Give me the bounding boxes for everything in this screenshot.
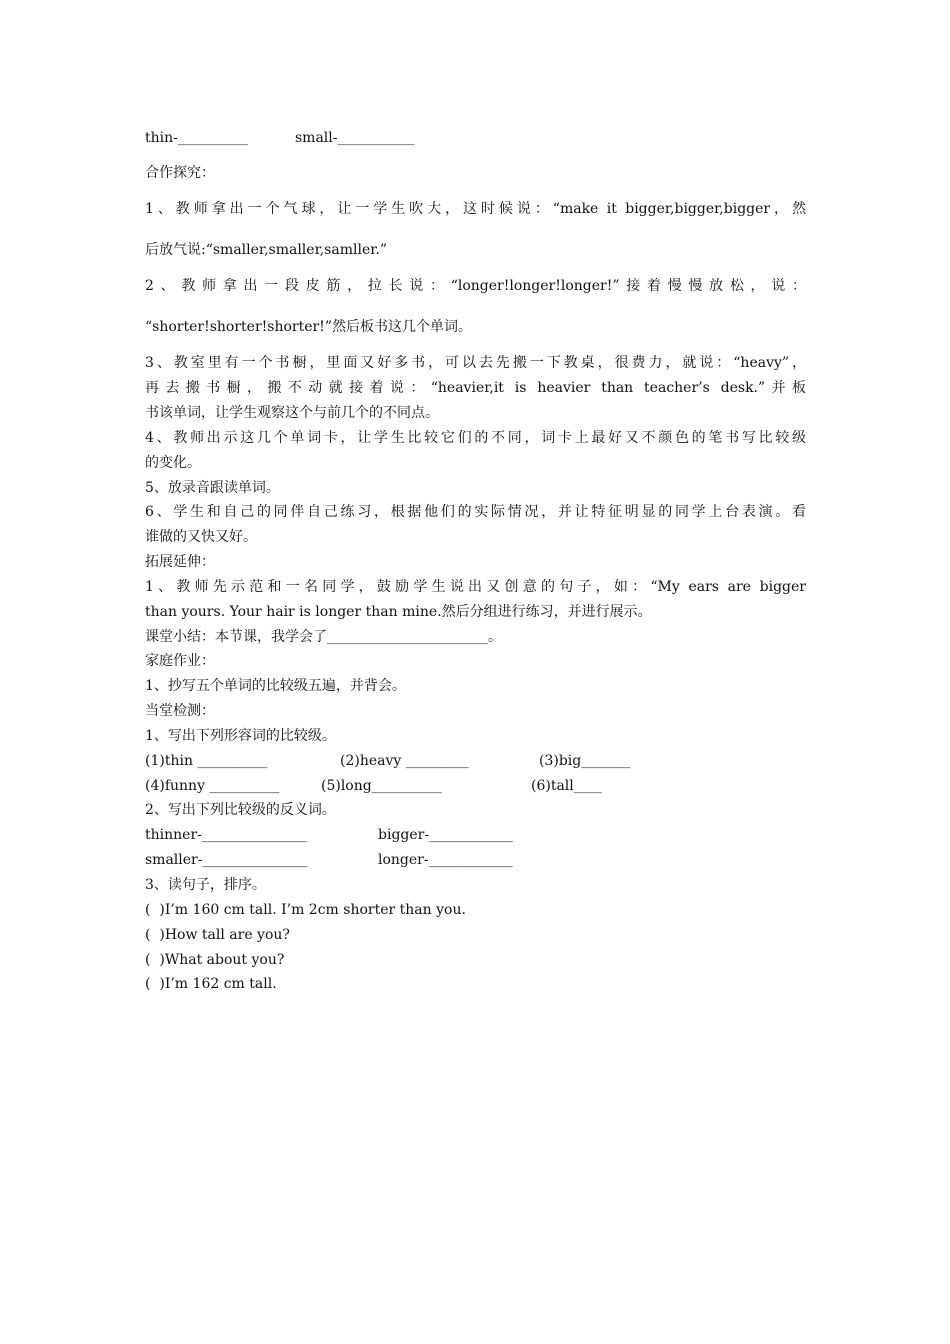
paragraph-line: 1、教师拿出一个气球，让一学生吹大，这时候说：“make it bigger,bigger,bigger，然 [145, 201, 806, 217]
exercise-item: (3)big_______ [539, 753, 631, 769]
exercise-item: (1)thin __________ [145, 753, 268, 769]
paragraph-line: 2、教师拿出一段皮筋，拉长说：“longer!longer!longer!”接着慢慢放松，说： [145, 278, 806, 294]
section-heading-in-class-test: 当堂检测： [145, 703, 215, 719]
exercise-item: (2)heavy _________ [340, 753, 469, 769]
paragraph-line: 的变化。 [145, 455, 201, 471]
question-heading: 2、写出下列比较级的反义词。 [145, 802, 336, 818]
section-heading-cooperative-inquiry: 合作探究： [145, 165, 215, 181]
paragraph-line: 3、教室里有一个书橱，里面又好多书，可以去先搬一下教桌，很费力，就说：“heavy”， [145, 355, 806, 371]
ordering-item: ( )I’m 160 cm tall. I’m 2cm shorter than you. [145, 902, 466, 918]
paragraph-line: 书该单词，让学生观察这个与前几个的不同点。 [145, 405, 439, 421]
paragraph-line: 1、教师先示范和一名同学，鼓励学生说出又创意的句子，如：“My ears are bigger [145, 579, 806, 595]
question-heading: 1、写出下列形容词的比较级。 [145, 728, 336, 744]
ordering-item: ( )How tall are you? [145, 927, 290, 943]
paragraph-line: 6、学生和自己的同伴自己练习，根据他们的实际情况，并让特征明显的同学上台表演。看 [145, 504, 806, 520]
exercise-item: smaller-_______________ [145, 852, 308, 868]
paragraph-line: 5、放录音跟读单词。 [145, 480, 280, 496]
exercise-item: (6)tall____ [531, 778, 602, 794]
exercise-item: bigger-____________ [378, 827, 514, 843]
ordering-item: ( )What about you? [145, 952, 285, 968]
exercise-item: (5)long__________ [321, 778, 442, 794]
paragraph-line: 谁做的又快又好。 [145, 529, 257, 545]
question-heading: 3、读句子，排序。 [145, 877, 266, 893]
section-heading-homework: 家庭作业： [145, 653, 215, 669]
exercise-small-blank: small-___________ [295, 130, 415, 146]
section-heading-summary: 课堂小结：本节课，我学会了_______________________。 [145, 629, 502, 645]
paragraph-line: 后放气说:“smaller,smaller,samller.” [145, 242, 387, 258]
paragraph-line: 再去搬书橱，搬不动就接着说：“heavier,it is heavier than teacher’s desk.”并板 [145, 380, 806, 396]
exercise-item: thinner-_______________ [145, 827, 307, 843]
exercise-item: (4)funny __________ [145, 778, 280, 794]
paragraph-line: 1、抄写五个单词的比较级五遍，并背会。 [145, 678, 406, 694]
section-heading-extension: 拓展延伸： [145, 554, 215, 570]
exercise-item: longer-____________ [378, 852, 513, 868]
paragraph-line: 4、教师出示这几个单词卡，让学生比较它们的不同，词卡上最好又不颜色的笔书写比较级 [145, 430, 806, 446]
ordering-item: ( )I’m 162 cm tall. [145, 976, 277, 992]
paragraph-line: “shorter!shorter!shorter!”然后板书这几个单词。 [145, 319, 472, 335]
exercise-thin-blank: thin-__________ [145, 130, 248, 146]
paragraph-line: than yours. Your hair is longer than mine.然后分组进行练习，并进行展示。 [145, 604, 652, 620]
